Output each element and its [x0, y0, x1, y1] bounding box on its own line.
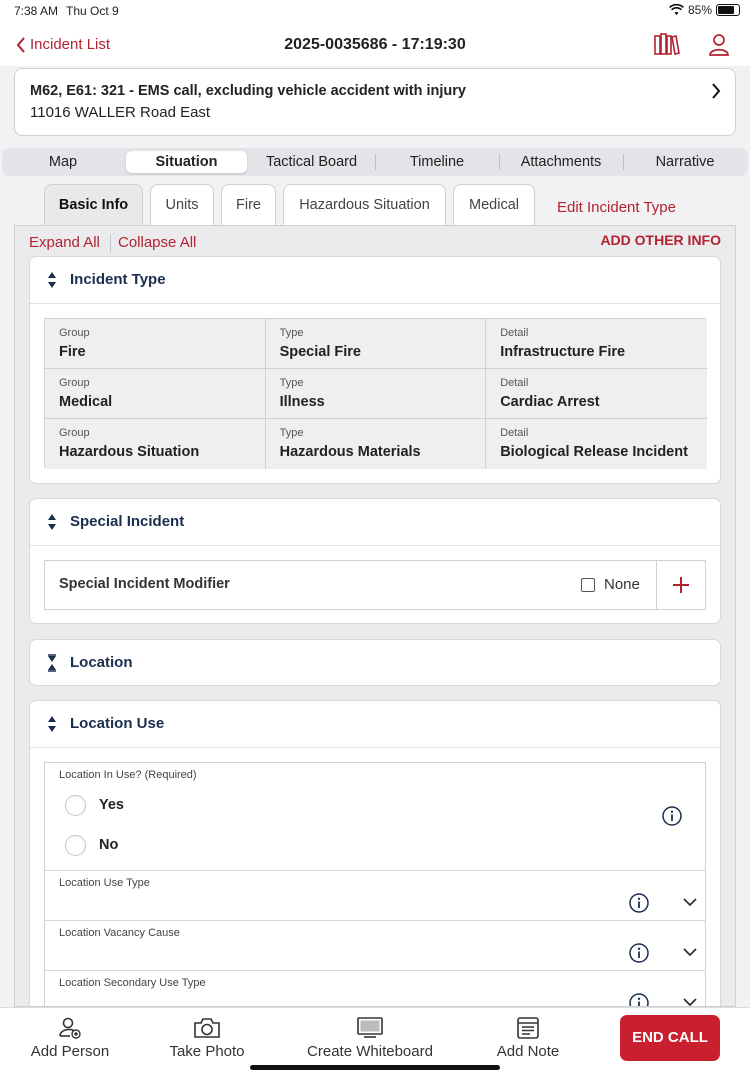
type-cell: Detail Infrastructure Fire [486, 319, 707, 369]
info-icon[interactable] [629, 893, 649, 913]
location-use-header[interactable] [30, 701, 720, 747]
yes-radio[interactable] [65, 795, 86, 816]
create-whiteboard-button[interactable] [300, 1008, 440, 1068]
tab-narrative[interactable]: Narrative [655, 154, 715, 170]
collapse-all-link[interactable]: Collapse All [118, 234, 197, 251]
back-button[interactable] [16, 36, 110, 53]
no-label: No [99, 837, 119, 853]
type-cell: Group Medical [45, 369, 266, 419]
info-icon[interactable] [629, 993, 649, 1007]
incident-type-section [29, 256, 721, 484]
subtab-basic-info[interactable]: Basic Info [44, 184, 143, 226]
location-section[interactable] [29, 639, 721, 686]
create-whiteboard-label: Create Whiteboard [307, 1043, 433, 1060]
take-photo-label: Take Photo [169, 1043, 245, 1060]
type-cell: Group Hazardous Situation [45, 419, 266, 469]
section-title: Location [70, 654, 133, 671]
add-person-label: Add Person [30, 1043, 110, 1060]
edit-incident-type-link[interactable]: Edit Incident Type [557, 199, 676, 216]
special-incident-modifier-row [44, 560, 706, 610]
type-cell: Type Illness [266, 369, 487, 419]
battery-percent: 85% [687, 3, 712, 17]
plus-icon [672, 576, 690, 594]
incident-type-grid [44, 318, 706, 468]
location-use-form [44, 762, 706, 1007]
type-cell: Type Hazardous Materials [266, 419, 487, 469]
add-person-button[interactable] [20, 1008, 120, 1068]
collapse-toggle-icon [47, 715, 57, 733]
type-cell: Group Fire [45, 319, 266, 369]
type-cell: Detail Cardiac Arrest [486, 369, 707, 419]
none-label: None [604, 576, 640, 593]
status-date: Thu Oct 9 [66, 4, 119, 18]
note-icon [516, 1016, 540, 1040]
subtab-medical[interactable]: Medical [453, 184, 535, 226]
end-call-button[interactable]: END CALL [620, 1015, 720, 1061]
user-icon[interactable] [708, 33, 730, 57]
type-cell: Detail Biological Release Incident [486, 419, 707, 469]
back-label: Incident List [30, 36, 111, 53]
camera-icon [193, 1016, 221, 1040]
books-icon[interactable] [654, 33, 680, 55]
location-use-type-label: Location Use Type [59, 877, 150, 889]
add-other-info-link[interactable]: ADD OTHER INFO [600, 232, 721, 248]
battery-icon [716, 4, 740, 16]
section-title: Incident Type [70, 271, 166, 288]
info-icon[interactable] [662, 806, 682, 826]
divider [110, 234, 111, 252]
type-cell: Type Special Fire [266, 319, 487, 369]
section-title: Special Incident [70, 513, 185, 530]
incident-title: 2025-0035686 - 17:19:30 [284, 36, 466, 53]
basic-info-panel[interactable] [14, 225, 736, 1007]
location-vacancy-cause-label: Location Vacancy Cause [59, 927, 180, 939]
tab-attachments[interactable]: Attachments [520, 154, 602, 170]
no-radio[interactable] [65, 835, 86, 856]
special-incident-header[interactable] [30, 499, 720, 545]
location-secondary-use-label: Location Secondary Use Type [59, 977, 206, 989]
incident-summary-title: M62, E61: 321 - EMS call, excluding vehicle accident with injury [30, 83, 466, 99]
location-header[interactable] [30, 640, 720, 686]
yes-label: Yes [99, 797, 124, 813]
chevron-down-icon[interactable] [683, 948, 697, 957]
incident-type-header[interactable] [30, 257, 720, 303]
special-incident-section [29, 498, 721, 624]
subtab-hazardous-situation[interactable]: Hazardous Situation [283, 184, 446, 226]
status-indicators [669, 3, 740, 17]
add-note-label: Add Note [496, 1043, 560, 1060]
whiteboard-icon [356, 1016, 384, 1040]
add-person-icon [58, 1016, 82, 1040]
chevron-right-icon [711, 83, 721, 99]
main-tab-bar [2, 148, 748, 176]
home-indicator[interactable] [250, 1065, 500, 1070]
take-photo-button[interactable] [157, 1008, 257, 1068]
chevron-down-icon[interactable] [683, 998, 697, 1007]
subtab-units[interactable]: Units [150, 184, 214, 226]
location-use-section [29, 700, 721, 1007]
subtab-fire[interactable]: Fire [221, 184, 276, 226]
wifi-icon [669, 4, 684, 16]
tab-timeline[interactable]: Timeline [409, 154, 465, 170]
collapse-toggle-icon [47, 513, 57, 531]
header [0, 24, 750, 66]
location-in-use-label: Location In Use? (Required) [59, 769, 197, 781]
chevron-left-icon [16, 37, 26, 53]
incident-summary-card[interactable] [14, 68, 736, 136]
tab-map[interactable]: Map [48, 154, 78, 170]
special-incident-modifier-label: Special Incident Modifier [59, 576, 230, 592]
none-checkbox[interactable] [581, 578, 595, 592]
tab-situation[interactable]: Situation [126, 151, 247, 173]
incident-address: 11016 WALLER Road East [30, 104, 211, 121]
status-bar [0, 0, 750, 24]
tab-tactical-board[interactable]: Tactical Board [265, 154, 358, 170]
info-icon[interactable] [629, 943, 649, 963]
collapse-toggle-icon [47, 271, 57, 289]
chevron-down-icon[interactable] [683, 898, 697, 907]
expand-toggle-icon [47, 654, 57, 672]
add-modifier-button[interactable] [657, 561, 705, 609]
add-note-button[interactable] [478, 1008, 578, 1068]
expand-all-link[interactable]: Expand All [29, 234, 100, 251]
status-time: 7:38 AM [14, 4, 59, 18]
section-title: Location Use [70, 715, 165, 732]
